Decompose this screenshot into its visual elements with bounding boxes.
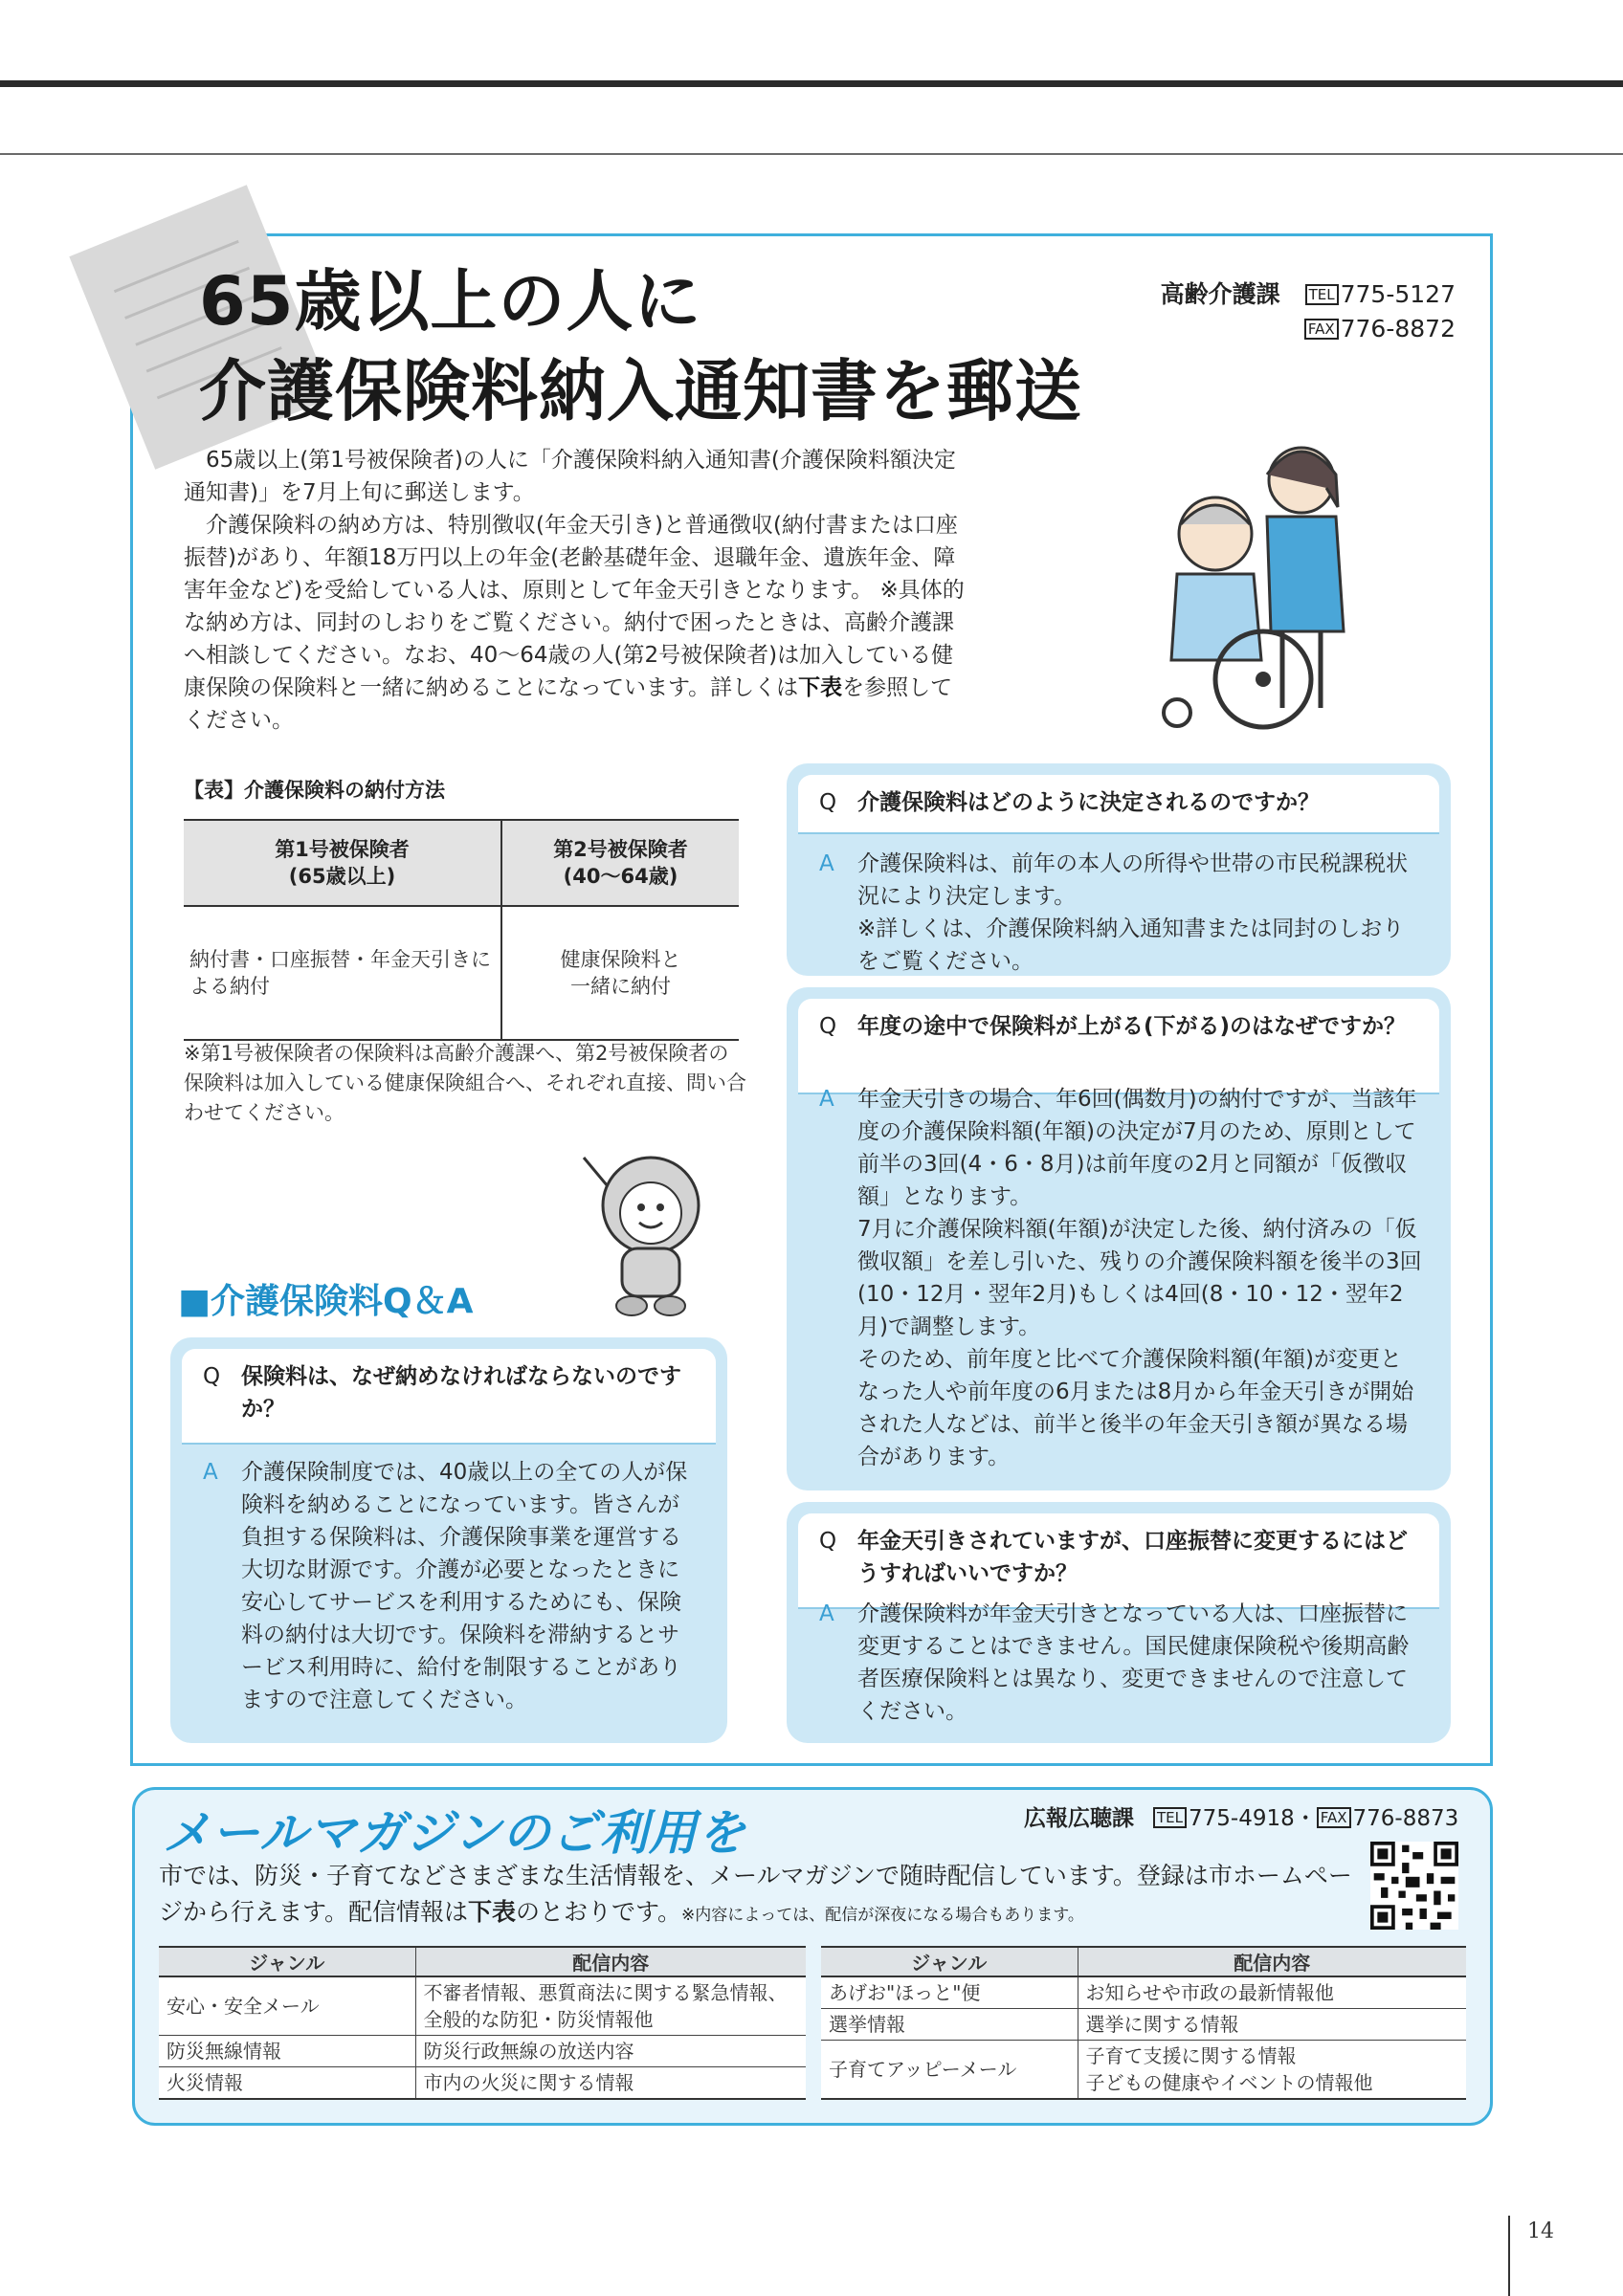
qa-answer: A 介護保険料は、前年の本人の所得や世帯の市民税課税状況により決定します。 ※詳しくは、介護保険料納入通知書または同封のしおりをご覧ください。 — [819, 851, 1408, 974]
table-row: 火災情報 市内の火災に関する情報 — [159, 2067, 806, 2100]
qa-card — [787, 1502, 1451, 1743]
contact-department: 高齢介護課 — [1160, 280, 1280, 308]
payment-method-table — [184, 819, 739, 1041]
table-row: 子育てアッピーメール 子育て支援に関する情報 子どもの健康やイベントの情報他 — [821, 2041, 1466, 2100]
qa-question: Q 年金天引きされていますが、口座振替に変更するにはどうすればいいですか？ — [798, 1513, 1439, 1609]
tel-tag: TEL — [1153, 1807, 1187, 1828]
qa-card — [170, 1337, 727, 1743]
fax-number: 776-8873 — [1352, 1806, 1459, 1831]
table-cell-group1: 納付書・口座振替・年金天引きによる納付 — [184, 906, 501, 1040]
qa-answer: A 年金天引きの場合、年6回(偶数月)の納付ですが、当該年度の介護保険料額(年額)の決定が7月のため、原則として前半の3回(4・6・8月)は前年度の2月と同額が「仮徴収額」となります。 7月に介護保険料額(年額)が決定した後、納付済みの「仮徴収額」を差し引いた、残りの介護保険料額を後半の3回(10・12月・翌年2月)もしくは4回(8・10・12・翌年2月)で調整します。 そのため、前年度と比べて介護保険料額(年額)が変更となった人や前年度の6月または8月から年金天引きが開始された人などは、前半と後半の年金天引き額が異なる場合があります。 — [819, 1087, 1422, 1469]
article-contact — [1161, 277, 1456, 346]
page-number: 14 — [1527, 2219, 1554, 2243]
article-title — [199, 256, 1156, 436]
pay-table-title: 【表】介護保険料の納付方法 — [184, 779, 445, 802]
qa-question: Q 介護保険料はどのように決定されるのですか？ — [798, 775, 1439, 834]
table-header-genre: ジャンル — [159, 1947, 415, 1976]
top-rule — [0, 80, 1623, 87]
title-line-2: 介護保険料納入通知書を郵送 — [199, 352, 1082, 430]
mascot-character-illustration — [574, 1138, 718, 1320]
page-number-rule — [1508, 2216, 1510, 2296]
table-header-group2: 第2号被保険者 (40〜64歳) — [501, 820, 739, 906]
qa-card — [787, 763, 1451, 976]
header-rule — [0, 153, 1623, 155]
contact-department: 広報広聴課 — [1024, 1806, 1134, 1831]
table-header-content: 配信内容 — [1078, 1947, 1466, 1976]
mail-magazine-table-right — [821, 1946, 1466, 2100]
table-row: 安心・安全メール 不審者情報、悪質商法に関する緊急情報、全般的な防犯・防災情報他 — [159, 1976, 806, 2036]
qa-question: Q 年度の途中で保険料が上がる(下がる)のはなぜですか？ — [798, 999, 1439, 1094]
tel-number: 775-5127 — [1340, 280, 1456, 308]
intro-paragraph-1: 65歳以上(第1号被保険者)の人に「介護保険料納入通知書(介護保険料額決定通知書)」を7月上旬に郵送します。 — [184, 448, 956, 505]
mail-magazine-text: 市では、防災・子育てなどさまざまな生活情報を、メールマガジンで随時配信しています。登録は市ホームページから行えます。配信情報は下表のとおりです。※内容によっては、配信が深夜になる場合もあります。 — [159, 1862, 1352, 1926]
table-row: 防災無線情報 防災行政無線の放送内容 — [159, 2036, 806, 2067]
mail-magazine-title: メールマガジンのご利用を — [163, 1805, 746, 1861]
title-line-1: 65歳以上の人に — [199, 262, 702, 341]
fax-tag: FAX — [1317, 1807, 1351, 1828]
tel-number: 775-4918・ — [1189, 1806, 1317, 1831]
intro-paragraph-2: 介護保険料の納め方は、特別徴収(年金天引き)と普通徴収(納付書または口座振替)があり、年額18万円以上の年金(老齢基礎年金、退職年金、遺族年金、障害年金など)を受給している人は、原則として年金天引きとなります。 ※具体的な納め方は、同封のしおりをご覧ください。納付で困ったときは、高齢介護課へ相談してください。なお、40〜64歳の人(第2号被保険者)は加入している健康保険の保険料と一緒に納めることになっています。詳しくは下表を参照してください。 — [184, 513, 965, 733]
mail-magazine-table-left — [159, 1946, 806, 2100]
caregiver-wheelchair-illustration — [1148, 421, 1349, 737]
mail-magazine-contact — [1024, 1800, 1458, 1832]
fax-number: 776-8872 — [1340, 315, 1456, 342]
qa-answer: A 介護保険料が年金天引きとなっている人は、口座振替に変更することはできません。国民健康保険税や後期高齢者医療保険料とは異なり、変更できませんので注意してください。 — [819, 1601, 1410, 1724]
tel-tag: TEL — [1305, 284, 1339, 305]
table-row: あげお"ほっと"便 お知らせや市政の最新情報他 — [821, 1976, 1466, 2009]
qa-card — [787, 987, 1451, 1490]
qa-section-heading: ■介護保険料Q＆A — [178, 1282, 474, 1321]
table-header-group1: 第1号被保険者 (65歳以上) — [184, 820, 501, 906]
table-row: 選挙情報 選挙に関する情報 — [821, 2009, 1466, 2041]
qr-code-icon[interactable] — [1370, 1842, 1458, 1930]
table-header-genre: ジャンル — [821, 1947, 1078, 1976]
table-cell-group2: 健康保険料と 一緒に納付 — [501, 906, 739, 1040]
fax-tag: FAX — [1304, 319, 1339, 340]
pay-table-note: ※第1号被保険者の保険料は高齢介護課へ、第2号被保険者の保険料は加入している健康保険組合へ、それぞれ直接、問い合わせてください。 — [184, 1042, 746, 1124]
table-header-content: 配信内容 — [415, 1947, 806, 1976]
qa-question: Q 保険料は、なぜ納めなければならないのですか？ — [182, 1349, 716, 1445]
qa-answer: A 介護保険制度では、40歳以上の全ての人が保険料を納めることになっています。皆さんが負担する保険料は、介護保険事業を運営する大切な財源です。介護が必要となったときに安心してサービスを利用するためにも、保険料の納付は大切です。保険料を滞納するとサービス利用時に、給付を制限することがありますので注意してください。 — [203, 1460, 688, 1712]
article-intro — [184, 444, 968, 737]
